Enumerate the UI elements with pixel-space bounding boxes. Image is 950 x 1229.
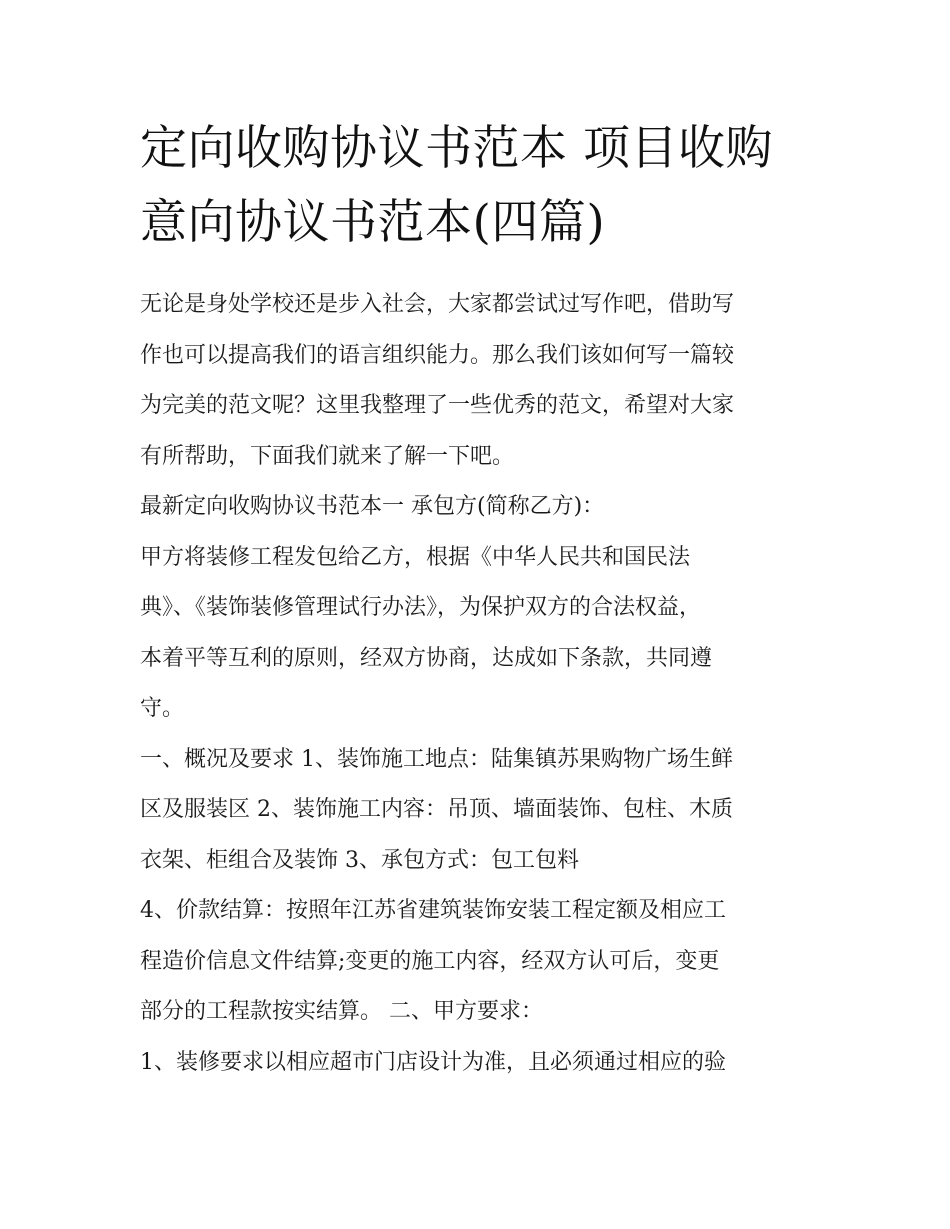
title-line-1: 定向收购协议书范本 项目收购 xyxy=(140,121,773,176)
body-line: 4、价款结算：按照年江苏省建筑装饰安装工程定额及相应工 xyxy=(140,898,726,923)
body-line: 守。 xyxy=(140,696,185,721)
title-line-2: 意向协议书范本(四篇) xyxy=(140,195,606,250)
body-line: 典》、《装饰装修管理试行办法》，为保护双方的合法权益， xyxy=(140,595,702,620)
body-line: 衣架、柜组合及装饰 3、承包方式：包工包料 xyxy=(140,847,579,873)
body-line: 作也可以提高我们的语言组织能力。那么我们该如何写一篇较 xyxy=(140,342,735,368)
body-line: 本着平等互利的原则，经双方协商，达成如下条款，共同遵 xyxy=(140,645,713,671)
body-line: 为完美的范文呢？这里我整理了一些优秀的范文，希望对大家 xyxy=(140,393,735,418)
body-line: 一、概况及要求 1、装饰施工地点：陆集镇苏果购物广场生鲜 xyxy=(140,746,733,772)
body-line: 区及服装区 2、装饰施工内容：吊顶、墙面装饰、包柱、木质 xyxy=(140,797,733,822)
body-line: 甲方将装修工程发包给乙方，根据《中华人民共和国民法 xyxy=(140,544,691,570)
body-line: 1、装修要求以相应超市门店设计为准，且必须通过相应的验 xyxy=(140,1049,726,1075)
document-title xyxy=(140,112,840,260)
body-line: 部分的工程款按实结算。 二、甲方要求： xyxy=(140,999,543,1024)
body-line: 程造价信息文件结算;变更的施工内容，经双方认可后，变更 xyxy=(140,948,720,974)
body-line: 无论是身处学校还是步入社会，大家都尝试过写作吧，借助写 xyxy=(140,292,735,317)
body-line: 有所帮助，下面我们就来了解一下吧。 xyxy=(140,443,515,469)
section-heading-line: 最新定向收购协议书范本一 承包方(简称乙方)： xyxy=(140,494,605,519)
document-body xyxy=(140,280,830,1088)
